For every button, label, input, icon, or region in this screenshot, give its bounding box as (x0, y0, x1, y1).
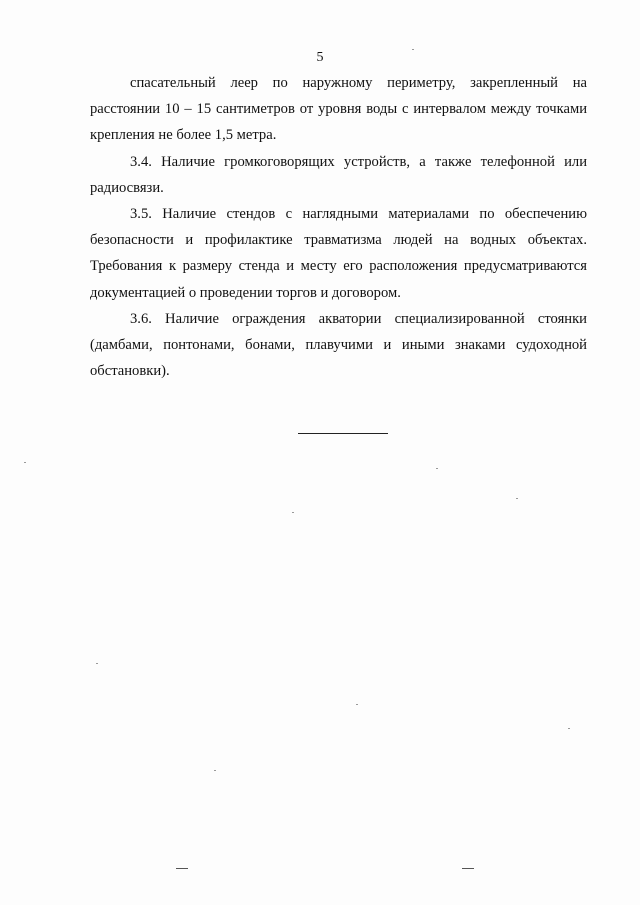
scan-speck (356, 704, 358, 705)
scan-mark (176, 868, 188, 869)
paragraph-3-4: 3.4. Наличие громкоговорящих устройств, а также телефонной или радиосвязи. (90, 153, 587, 196)
document-body (90, 70, 587, 384)
paragraph-continuation: спасательный леер по наружному периметру, закрепленный на расстоянии 10 – 15 сантиметров от уровня воды с интервалом между точками крепления не более 1,5 метра. (90, 75, 587, 144)
scan-speck (292, 512, 294, 513)
scan-speck (436, 468, 438, 469)
scan-speck (412, 49, 414, 50)
end-of-text-rule (298, 433, 388, 434)
scan-mark (462, 868, 474, 869)
page-number: 5 (316, 50, 324, 65)
paragraph-3-6: 3.6. Наличие ограждения акватории специализированной стоянки (дамбами, понтонами, бонами, плавучими и иными знаками судоходной обстановки). (90, 310, 587, 380)
scan-speck (214, 770, 216, 771)
scan-speck (568, 728, 570, 729)
scan-speck (516, 498, 518, 499)
scan-speck (96, 663, 98, 664)
scan-speck (24, 462, 26, 463)
paragraph-3-5: 3.5. Наличие стендов с наглядными материалами по обеспечению безопасности и профилактике травматизма людей на водных объектах. Требования к размеру стенда и месту его расположения предусматриваются документацией о проведении торгов и договором. (90, 206, 587, 301)
